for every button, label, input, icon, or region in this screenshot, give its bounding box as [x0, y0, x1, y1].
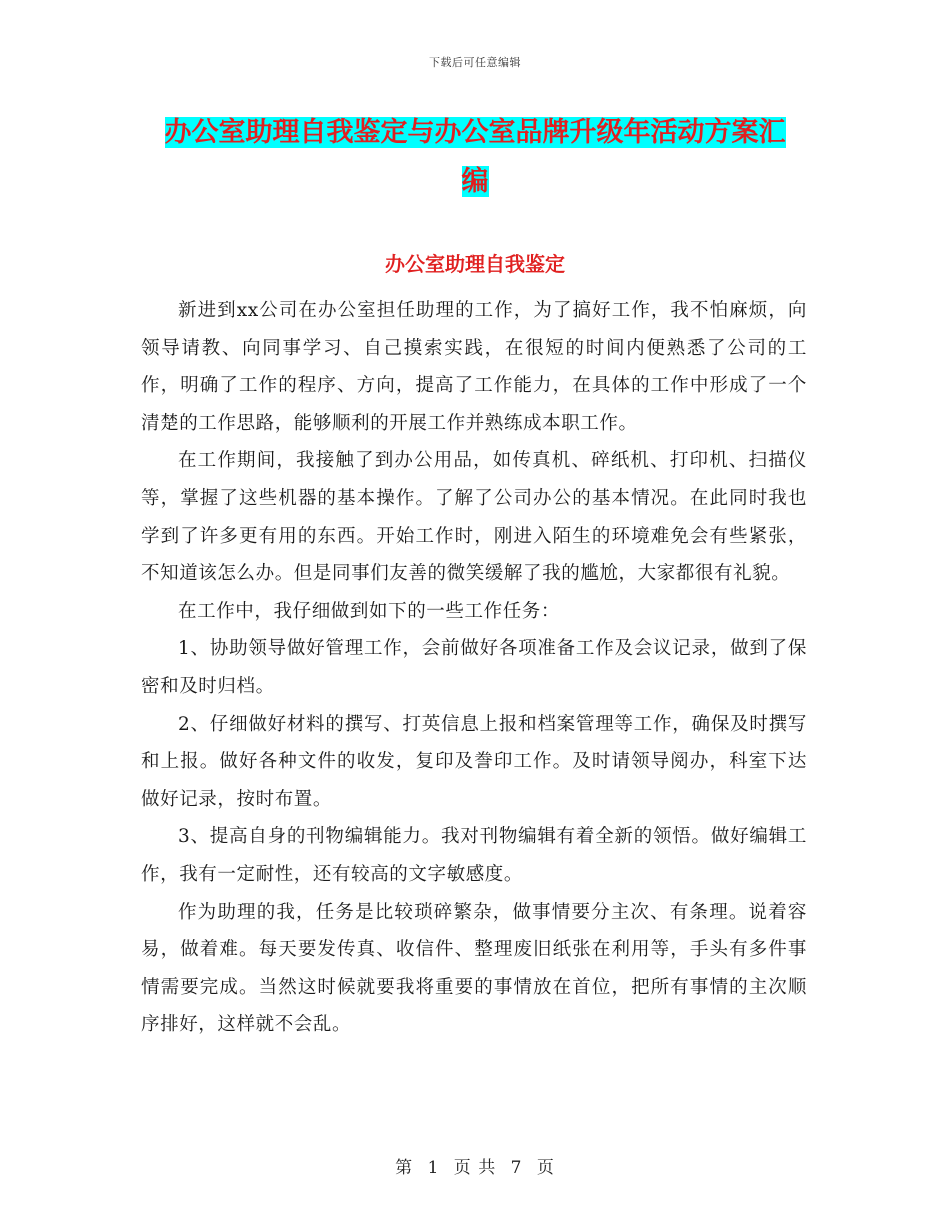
- paragraph-assistant-role: 作为助理的我，任务是比较琐碎繁杂，做事情要分主次、有条理。说着容易，做着难。每天要发传真、收信件、整理废旧纸张在利用等，手头有多件事情需要完成。当然这时候就要我将重要的事情放在首位，把所有事情的主次顺序排好，这样就不会乱。: [141, 901, 807, 1036]
- paragraph-office-equipment: 在工作期间，我接触了到办公用品，如传真机、碎纸机、打印机、扫描仪等，掌握了这些机器的基本操作。了解了公司办公的基本情况。在此同时我也学到了许多更有用的东西。开始工作时，刚进入陌生的环境难免会有些紧张，不知道该怎么办。但是同事们友善的微笑缓解了我的尴尬，大家都很有礼貌。: [141, 450, 807, 585]
- footer-prefix: 第: [395, 1158, 414, 1178]
- header-note: 下载后可任意编辑: [429, 56, 521, 69]
- paragraph-task-2: 2、仔细做好材料的撰写、打英信息上报和档案管理等工作，确保及时撰写和上报。做好各种文件的收发，复印及誊印工作。及时请领导阅办，科室下达做好记录，按时布置。: [141, 713, 807, 810]
- footer-middle: 页 共: [453, 1158, 497, 1178]
- footer-page-number: 1: [427, 1158, 440, 1178]
- footer-suffix: 页: [536, 1158, 555, 1178]
- footer-total-pages: 7: [510, 1158, 523, 1178]
- section-title: 办公室助理自我鉴定: [385, 252, 565, 276]
- document-body: [141, 292, 807, 1044]
- paragraph-intro: 新进到xx公司在办公室担任助理的工作，为了搞好工作，我不怕麻烦，向领导请教、向同事学习、自己摸索实践，在很短的时间内便熟悉了公司的工作，明确了工作的程序、方向，提高了工作能力，在具体的工作中形成了一个清楚的工作思路，能够顺利的开展工作并熟练成本职工作。: [141, 300, 807, 434]
- document-title-line-1: 办公室助理自我鉴定与办公室品牌升级年活动方案汇: [164, 117, 786, 148]
- page-footer: [0, 1153, 950, 1178]
- paragraph-tasks-intro: 在工作中，我仔细做到如下的一些工作任务：: [178, 600, 561, 622]
- paragraph-task-3: 3、提高自身的刊物编辑能力。我对刊物编辑有着全新的领悟。做好编辑工作，我有一定耐性，还有较高的文字敏感度。: [141, 826, 807, 885]
- document-title-line-2: 编: [461, 166, 489, 197]
- document-title: [140, 108, 810, 206]
- paragraph-task-1: 1、协助领导做好管理工作，会前做好各项准备工作及会议记录，做到了保密和及时归档。: [141, 638, 807, 697]
